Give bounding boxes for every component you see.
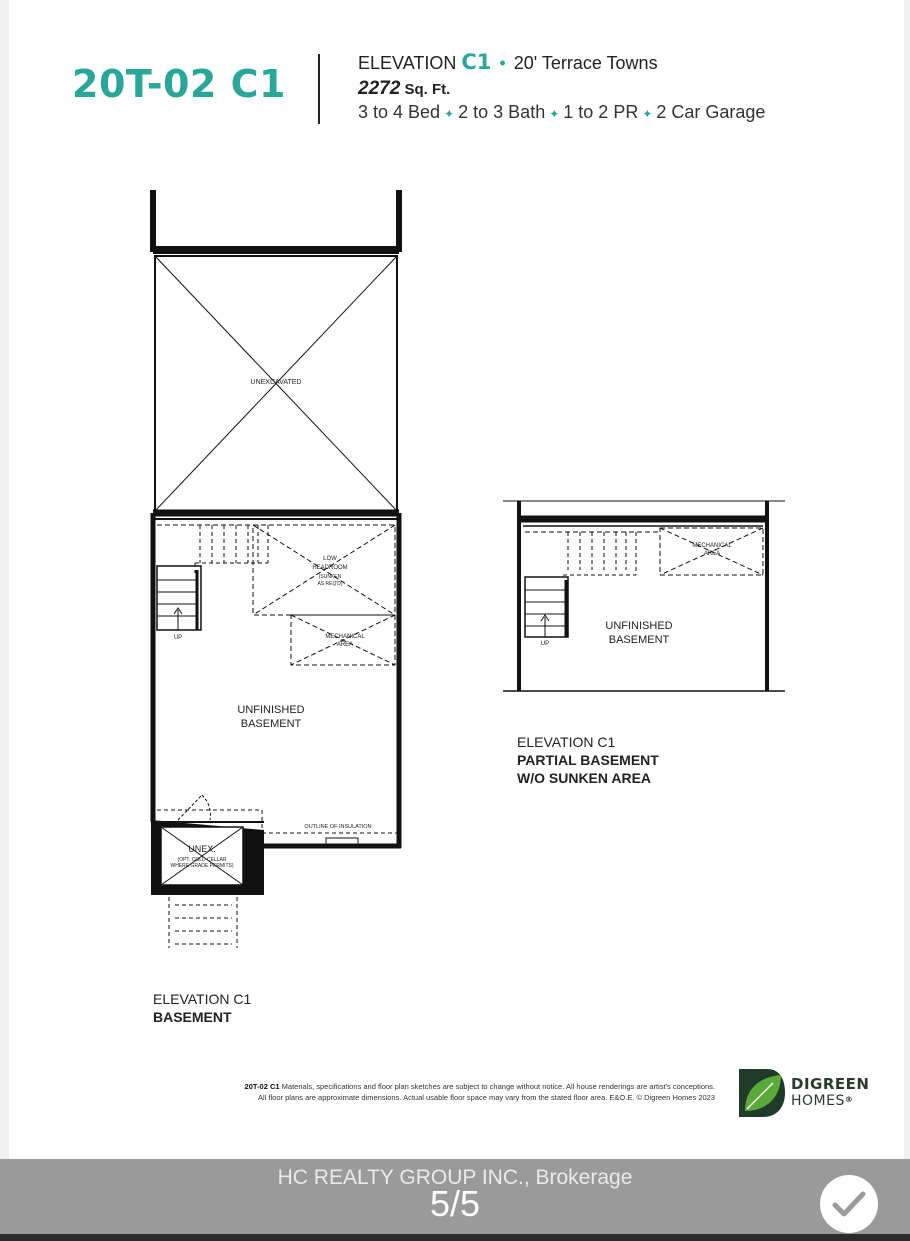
spec-bath: 2 to 3 Bath xyxy=(458,102,546,122)
brokerage-watermark: HC REALTY GROUP INC., Brokerage xyxy=(277,1166,633,1189)
label-basement: BASEMENT xyxy=(240,718,302,730)
partial-label-up: UP xyxy=(540,641,550,647)
label-headroom: HEADROOM xyxy=(312,565,348,571)
sqft-value: 2272 xyxy=(358,78,401,99)
label-as-reqd: AS REQ'D) xyxy=(317,581,343,587)
separator-dot: • xyxy=(499,53,506,73)
brand-name-line-1: DIGREEN xyxy=(791,1075,870,1093)
elevation-label: ELEVATION xyxy=(358,53,457,73)
main-caption-title: BASEMENT xyxy=(153,1009,232,1025)
spec-bed: 3 to 4 Bed xyxy=(358,102,441,122)
partial-caption-title: PARTIAL BASEMENT xyxy=(517,752,659,768)
label-unex: UNEX. xyxy=(188,844,216,854)
label-unfinished: UNFINISHED xyxy=(237,704,305,716)
label-insulation: OUTLINE OF INSULATION xyxy=(304,824,372,830)
main-basement-plan xyxy=(151,190,401,948)
label-cold-cellar: (OPT. COLD CELLAR xyxy=(177,857,227,863)
disclaimer-line-1: Materials, specifications and floor plan sketches are subject to change without notice. All house renderings are artist's conceptions. xyxy=(281,1082,715,1091)
disclaimer-code: 20T-02 C1 xyxy=(244,1082,280,1091)
partial-label-mechanical: MECHANICAL xyxy=(692,543,732,549)
label-mechanical: MECHANICAL xyxy=(325,634,365,640)
brand-name-line-2: HOMES xyxy=(791,1093,845,1109)
main-caption-elevation: ELEVATION C1 xyxy=(153,991,252,1007)
bottom-edge xyxy=(0,1234,910,1241)
disclaimer-line-2: All floor plans are approximate dimensions. Actual usable floor space may vary from the stated floor area. E&O.E. © Digreen Homes 2023 xyxy=(258,1093,715,1102)
spec-garage: 2 Car Garage xyxy=(656,102,766,122)
registered-mark: ® xyxy=(844,1095,854,1104)
partial-caption-elevation: ELEVATION C1 xyxy=(517,734,616,750)
label-up: UP xyxy=(173,635,183,641)
spec-pr: 1 to 2 PR xyxy=(563,102,639,122)
main-caption xyxy=(153,990,251,1026)
label-low: LOW xyxy=(323,556,337,562)
label-mechanical-area: AREA xyxy=(336,642,354,648)
partial-label-mechanical-area: AREA xyxy=(703,551,721,557)
page-counter: 5/5 xyxy=(429,1183,481,1224)
label-unexcavated: UNEXCAVATED xyxy=(250,379,302,386)
model-code: 20T-02 C1 xyxy=(72,62,286,106)
spec-separator: ✦ xyxy=(444,107,455,121)
spec-separator: ✦ xyxy=(642,107,653,121)
partial-label-basement: BASEMENT xyxy=(608,634,670,646)
partial-caption xyxy=(517,733,659,787)
confirm-button[interactable] xyxy=(820,1175,878,1233)
partial-basement-plan xyxy=(503,501,785,691)
sqft-unit: Sq. Ft. xyxy=(404,81,451,98)
label-grade-permits: WHERE GRADE PERMITS) xyxy=(170,863,234,869)
collection-name: 20' Terrace Towns xyxy=(513,53,658,73)
partial-label-unfinished: UNFINISHED xyxy=(605,620,673,632)
brand-name xyxy=(791,1076,869,1109)
disclaimer xyxy=(100,1081,715,1103)
partial-caption-subtitle: W/O SUNKEN AREA xyxy=(517,770,652,786)
label-sunken: (SUNKEN xyxy=(318,574,342,580)
spec-separator: ✦ xyxy=(549,107,560,121)
check-icon xyxy=(831,1189,867,1219)
elevation-code: C1 xyxy=(461,50,492,74)
